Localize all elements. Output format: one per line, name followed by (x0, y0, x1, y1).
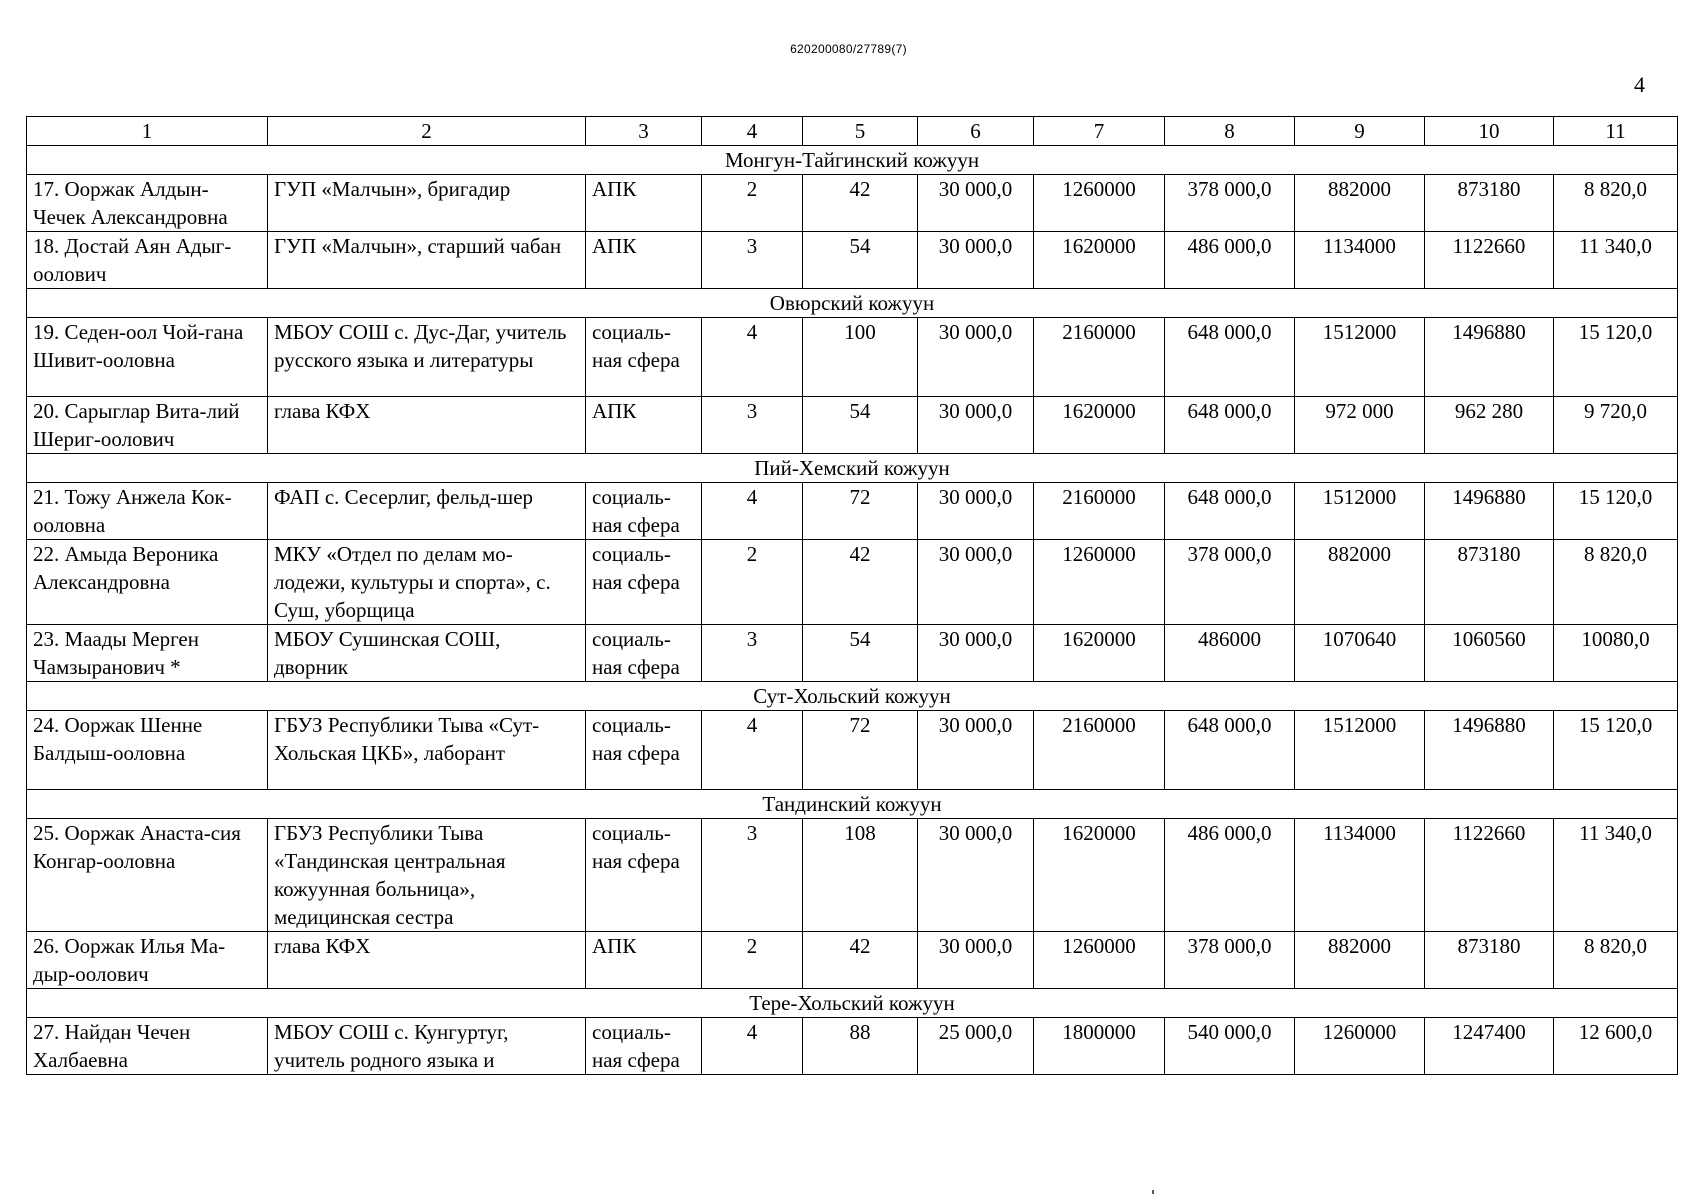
table-row (27, 819, 1678, 932)
cell-c11: 8 820,0 (1554, 540, 1678, 625)
table-row (27, 625, 1678, 682)
cell-sphere: социаль-ная сфера (586, 625, 702, 682)
cell-c7: 2160000 (1034, 483, 1165, 540)
cell-c6: 30 000,0 (918, 711, 1034, 790)
cell-c10: 873180 (1425, 932, 1554, 989)
cell-name: 27. Найдан Чечен Халбаевна (27, 1018, 268, 1075)
cell-sphere: социаль-ная сфера (586, 483, 702, 540)
cell-org: МБОУ СОШ с. Кунгуртуг, учитель родного языка и (268, 1018, 586, 1075)
section-title: Пий-Хемский кожуун (27, 454, 1678, 483)
cell-c8: 486000 (1165, 625, 1295, 682)
cell-c9: 882000 (1295, 175, 1425, 232)
cell-c11: 15 120,0 (1554, 318, 1678, 397)
cell-sphere: социаль-ная сфера (586, 318, 702, 397)
cell-c6: 30 000,0 (918, 175, 1034, 232)
cell-c9: 1070640 (1295, 625, 1425, 682)
section-header-row (27, 790, 1678, 819)
cell-sphere: АПК (586, 232, 702, 289)
cell-c5: 88 (803, 1018, 918, 1075)
cell-c5: 54 (803, 232, 918, 289)
cell-c5: 42 (803, 932, 918, 989)
cell-c10: 1496880 (1425, 711, 1554, 790)
cell-sphere: АПК (586, 175, 702, 232)
cell-c6: 30 000,0 (918, 932, 1034, 989)
column-header: 7 (1034, 117, 1165, 146)
section-title: Монгун-Тайгинский кожуун (27, 146, 1678, 175)
cell-c6: 30 000,0 (918, 397, 1034, 454)
cell-c8: 378 000,0 (1165, 540, 1295, 625)
cell-name: 21. Тожу Анжела Кок-ооловна (27, 483, 268, 540)
table-row (27, 932, 1678, 989)
cell-c9: 1260000 (1295, 1018, 1425, 1075)
cell-c6: 30 000,0 (918, 540, 1034, 625)
cell-c10: 1247400 (1425, 1018, 1554, 1075)
cell-c9: 1512000 (1295, 711, 1425, 790)
column-header: 8 (1165, 117, 1295, 146)
cell-c8: 378 000,0 (1165, 932, 1295, 989)
cell-c11: 9 720,0 (1554, 397, 1678, 454)
cell-c5: 42 (803, 540, 918, 625)
column-number-row (27, 117, 1678, 146)
cell-sphere: социаль-ная сфера (586, 1018, 702, 1075)
cell-c4: 4 (702, 318, 803, 397)
column-header: 11 (1554, 117, 1678, 146)
column-header: 10 (1425, 117, 1554, 146)
cell-c6: 30 000,0 (918, 819, 1034, 932)
table-row (27, 232, 1678, 289)
cell-c8: 486 000,0 (1165, 232, 1295, 289)
cell-name: 18. Достай Аян Адыг-оолович (27, 232, 268, 289)
cell-org: ГУП «Малчын», бригадир (268, 175, 586, 232)
cell-c7: 1260000 (1034, 175, 1165, 232)
column-header: 9 (1295, 117, 1425, 146)
cell-c8: 486 000,0 (1165, 819, 1295, 932)
cell-name: 23. Маады Мерген Чамзыранович * (27, 625, 268, 682)
cell-c9: 1134000 (1295, 232, 1425, 289)
cell-c4: 4 (702, 483, 803, 540)
column-header: 2 (268, 117, 586, 146)
cell-c10: 1060560 (1425, 625, 1554, 682)
cell-c4: 3 (702, 232, 803, 289)
cell-c4: 2 (702, 175, 803, 232)
cell-c11: 12 600,0 (1554, 1018, 1678, 1075)
table-row (27, 175, 1678, 232)
cell-c11: 10080,0 (1554, 625, 1678, 682)
cell-c4: 4 (702, 1018, 803, 1075)
cell-c8: 540 000,0 (1165, 1018, 1295, 1075)
cell-c11: 15 120,0 (1554, 483, 1678, 540)
table-row (27, 483, 1678, 540)
section-header-row (27, 289, 1678, 318)
cell-c6: 30 000,0 (918, 625, 1034, 682)
cell-c10: 1122660 (1425, 232, 1554, 289)
cell-c5: 100 (803, 318, 918, 397)
column-header: 3 (586, 117, 702, 146)
cell-c5: 42 (803, 175, 918, 232)
cell-c10: 873180 (1425, 540, 1554, 625)
cell-c11: 8 820,0 (1554, 932, 1678, 989)
section-header-row (27, 146, 1678, 175)
cell-org: глава КФХ (268, 397, 586, 454)
cell-c7: 1260000 (1034, 932, 1165, 989)
cell-c9: 882000 (1295, 540, 1425, 625)
page-number: 4 (1634, 72, 1645, 97)
section-title: Тандинский кожуун (27, 790, 1678, 819)
cell-name: 17. Ооржак Алдын-Чечек Александровна (27, 175, 268, 232)
section-header-row (27, 454, 1678, 483)
table-row (27, 1018, 1678, 1075)
cell-c4: 3 (702, 397, 803, 454)
cell-name: 26. Ооржак Илья Ма-дыр-оолович (27, 932, 268, 989)
cell-c11: 11 340,0 (1554, 819, 1678, 932)
cell-c10: 962 280 (1425, 397, 1554, 454)
cell-sphere: социаль-ная сфера (586, 540, 702, 625)
cell-name: 25. Ооржак Анаста-сия Конгар-ооловна (27, 819, 268, 932)
cell-c10: 1122660 (1425, 819, 1554, 932)
cell-c5: 108 (803, 819, 918, 932)
cell-c8: 648 000,0 (1165, 318, 1295, 397)
cell-c9: 882000 (1295, 932, 1425, 989)
cell-c8: 378 000,0 (1165, 175, 1295, 232)
cell-c10: 1496880 (1425, 318, 1554, 397)
cell-c11: 15 120,0 (1554, 711, 1678, 790)
scan-mark (1152, 1190, 1154, 1194)
cell-c5: 54 (803, 397, 918, 454)
cell-org: ГБУЗ Республики Тыва «Тандинская центральная кожуунная больница», медицинская сестра (268, 819, 586, 932)
cell-org: ГБУЗ Республики Тыва «Сут-Хольская ЦКБ», лаборант (268, 711, 586, 790)
column-header: 1 (27, 117, 268, 146)
cell-sphere: социаль-ная сфера (586, 711, 702, 790)
cell-c4: 3 (702, 625, 803, 682)
document-id: 620200080/27789(7) (790, 42, 907, 56)
table-body (27, 146, 1678, 1075)
cell-c7: 1620000 (1034, 232, 1165, 289)
cell-c7: 1620000 (1034, 397, 1165, 454)
section-title: Овюрский кожуун (27, 289, 1678, 318)
section-title: Сут-Хольский кожуун (27, 682, 1678, 711)
cell-c7: 2160000 (1034, 318, 1165, 397)
cell-c7: 2160000 (1034, 711, 1165, 790)
cell-name: 24. Ооржак Шенне Балдыш-ооловна (27, 711, 268, 790)
cell-org: ФАП с. Сесерлиг, фельд-шер (268, 483, 586, 540)
cell-c11: 8 820,0 (1554, 175, 1678, 232)
cell-c9: 1512000 (1295, 483, 1425, 540)
cell-c6: 30 000,0 (918, 232, 1034, 289)
section-header-row (27, 989, 1678, 1018)
column-header: 4 (702, 117, 803, 146)
table-row (27, 397, 1678, 454)
cell-c4: 2 (702, 540, 803, 625)
cell-org: МБОУ Сушинская СОШ, дворник (268, 625, 586, 682)
cell-c9: 1512000 (1295, 318, 1425, 397)
cell-sphere: социаль-ная сфера (586, 819, 702, 932)
column-header: 5 (803, 117, 918, 146)
section-title: Тере-Хольский кожуун (27, 989, 1678, 1018)
cell-org: МКУ «Отдел по делам мо-лодежи, культуры и спорта», с. Суш, уборщица (268, 540, 586, 625)
cell-c9: 1134000 (1295, 819, 1425, 932)
cell-c7: 1620000 (1034, 819, 1165, 932)
cell-c6: 30 000,0 (918, 483, 1034, 540)
cell-c10: 1496880 (1425, 483, 1554, 540)
cell-c10: 873180 (1425, 175, 1554, 232)
cell-c6: 30 000,0 (918, 318, 1034, 397)
table-row (27, 540, 1678, 625)
cell-name: 19. Седен-оол Чой-гана Шивит-ооловна (27, 318, 268, 397)
table-row (27, 318, 1678, 397)
cell-c7: 1620000 (1034, 625, 1165, 682)
table-row (27, 711, 1678, 790)
cell-c6: 25 000,0 (918, 1018, 1034, 1075)
cell-c8: 648 000,0 (1165, 483, 1295, 540)
cell-name: 22. Амыда Вероника Александровна (27, 540, 268, 625)
cell-c5: 72 (803, 711, 918, 790)
column-header: 6 (918, 117, 1034, 146)
section-header-row (27, 682, 1678, 711)
cell-sphere: АПК (586, 397, 702, 454)
cell-c9: 972 000 (1295, 397, 1425, 454)
cell-c5: 72 (803, 483, 918, 540)
cell-org: ГУП «Малчын», старший чабан (268, 232, 586, 289)
cell-c11: 11 340,0 (1554, 232, 1678, 289)
cell-c8: 648 000,0 (1165, 711, 1295, 790)
cell-c5: 54 (803, 625, 918, 682)
cell-c4: 3 (702, 819, 803, 932)
cell-c4: 2 (702, 932, 803, 989)
data-table (26, 116, 1678, 1075)
cell-sphere: АПК (586, 932, 702, 989)
cell-c7: 1800000 (1034, 1018, 1165, 1075)
cell-name: 20. Сарыглар Вита-лий Шериг-оолович (27, 397, 268, 454)
cell-org: глава КФХ (268, 932, 586, 989)
cell-c4: 4 (702, 711, 803, 790)
cell-c8: 648 000,0 (1165, 397, 1295, 454)
cell-org: МБОУ СОШ с. Дус-Даг, учитель русского языка и литературы (268, 318, 586, 397)
cell-c7: 1260000 (1034, 540, 1165, 625)
